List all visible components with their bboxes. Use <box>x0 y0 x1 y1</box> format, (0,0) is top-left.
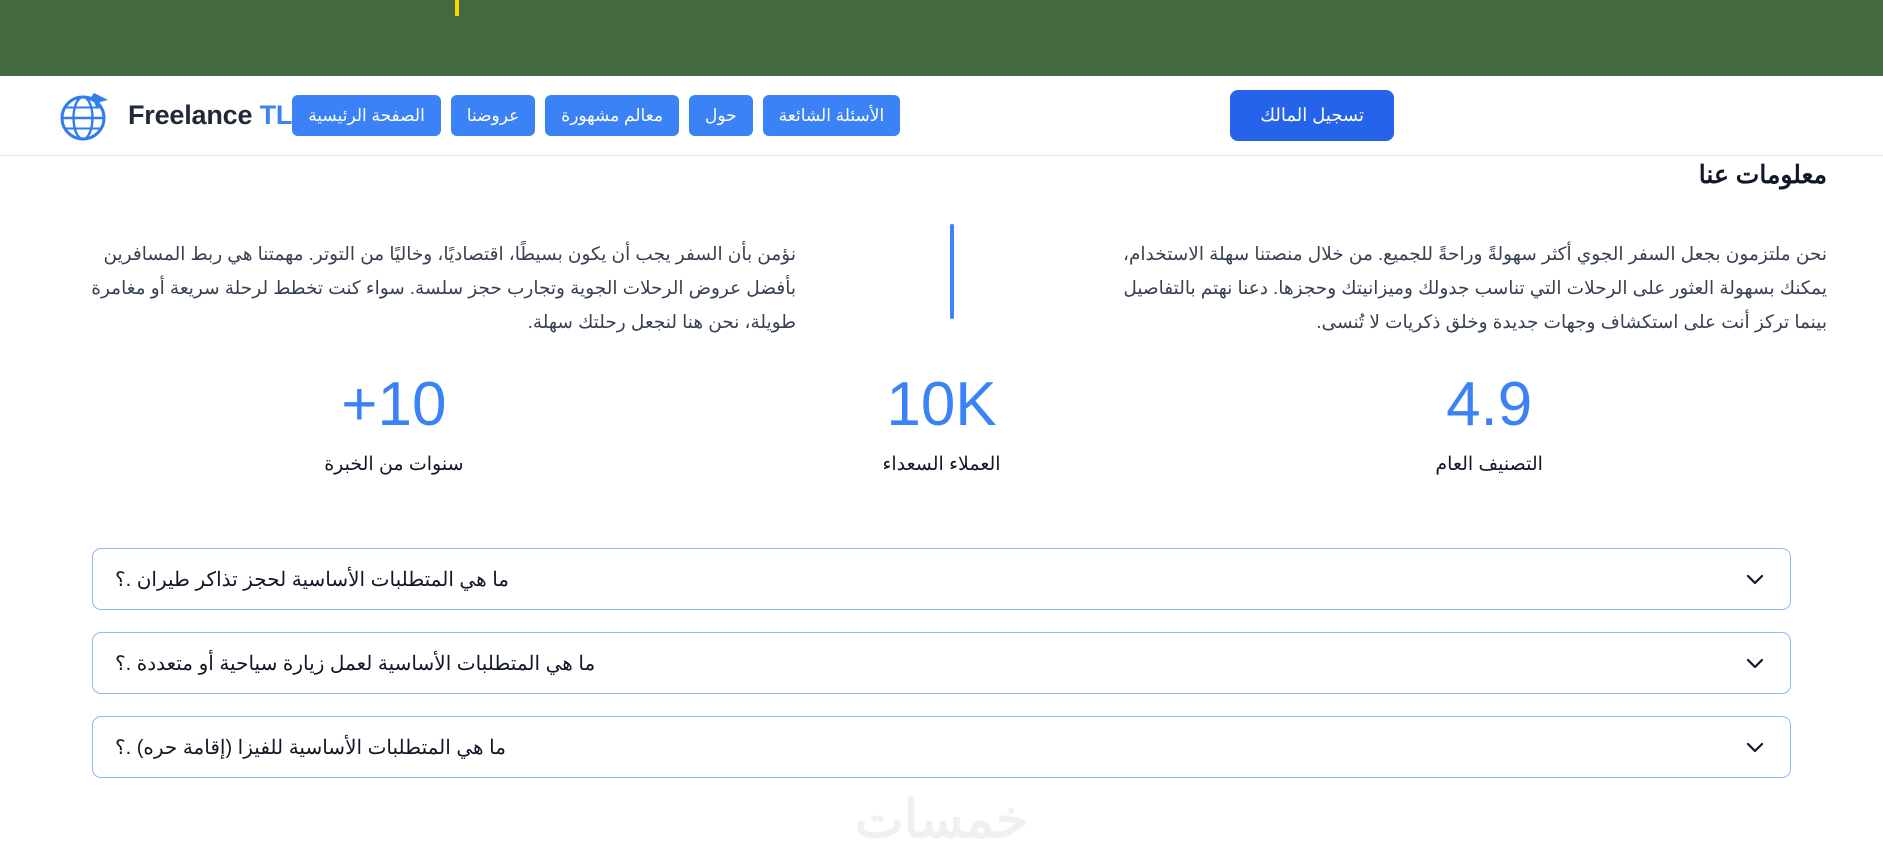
site-header <box>0 76 1883 156</box>
stat-years-label: سنوات من الخبرة <box>324 454 464 476</box>
nav-faq[interactable]: الأسئلة الشائعة <box>763 95 901 136</box>
about-title: معلومات عنا <box>1698 161 1827 189</box>
nav-links <box>292 95 900 136</box>
stat-rating <box>1339 372 1639 476</box>
faq-section <box>0 548 1883 778</box>
stats-section <box>0 372 1883 476</box>
faq-question-1: ما هي المتطلبات الأساسية لحجز تذاكر طيران .؟ <box>115 568 510 591</box>
owner-login-button[interactable]: تسجيل المالك <box>1230 90 1394 141</box>
top-green-band <box>0 0 1883 76</box>
about-paragraph-right: نؤمن بأن السفر يجب أن يكون بسيطًا، اقتصاديًا، وخاليًا من التوتر. مهمتنا هي ربط المسافرين بأفضل عروض الرحلات الجوية وتجارب حجز سلسة. سواء كنت تخطط لرحلة سريعة أو مغامرة طويلة، نحن هنا لنجعل رحلتك سهلة. <box>91 242 796 332</box>
faq-question-2: ما هي المتطلبات الأساسية لعمل زيارة سياحية أو متعددة .؟ <box>115 652 596 675</box>
watermark: خمسات <box>854 791 1029 849</box>
faq-item-flight-tickets[interactable] <box>92 548 1791 610</box>
brand-name: Freelance <box>128 100 253 130</box>
brand-text <box>128 100 292 131</box>
brand-logo[interactable] <box>56 87 292 145</box>
nav-about[interactable]: حول <box>689 95 753 136</box>
yellow-marker <box>455 0 459 16</box>
about-paragraph-left: نحن ملتزمون بجعل السفر الجوي أكثر سهولةً وراحةً للجميع. من خلال منصتنا سهلة الاستخدام، يمكنك بسهولة العثور على الرحلات التي تناسب جدولك وميزانيتك وحجزها. دعنا نهتم بالتفاصيل بينما تركز أنت على استكشاف وجهات جديدة وخلق ذكريات لا تُنسى. <box>1122 242 1827 332</box>
about-columns <box>56 218 1827 358</box>
chevron-down-icon[interactable] <box>1742 650 1768 676</box>
chevron-down-icon[interactable] <box>1742 566 1768 592</box>
stat-clients <box>792 372 1092 476</box>
nav-home[interactable]: الصفحة الرئيسية <box>292 95 441 136</box>
about-divider <box>950 224 954 319</box>
brand-suffix: TL <box>259 100 293 130</box>
nav-offers[interactable]: عروضنا <box>451 95 535 136</box>
globe-airplane-icon <box>56 87 114 145</box>
stat-clients-label: العملاء السعداء <box>882 454 1001 476</box>
stat-rating-value: 4.9 <box>1446 370 1533 439</box>
faq-question-3: ما هي المتطلبات الأساسية للفيزا (إقامة حره) .؟ <box>115 736 506 759</box>
about-section <box>0 160 1883 358</box>
faq-item-free-residency[interactable] <box>92 716 1791 778</box>
stat-rating-label: التصنيف العام <box>1435 454 1543 476</box>
nav-landmarks[interactable]: معالم مشهورة <box>545 95 679 136</box>
stat-clients-value: 10K <box>886 370 997 439</box>
stat-years-value: 10+ <box>341 370 447 439</box>
stat-years <box>244 372 544 476</box>
faq-item-tourist-visa[interactable] <box>92 632 1791 694</box>
chevron-down-icon[interactable] <box>1742 734 1768 760</box>
